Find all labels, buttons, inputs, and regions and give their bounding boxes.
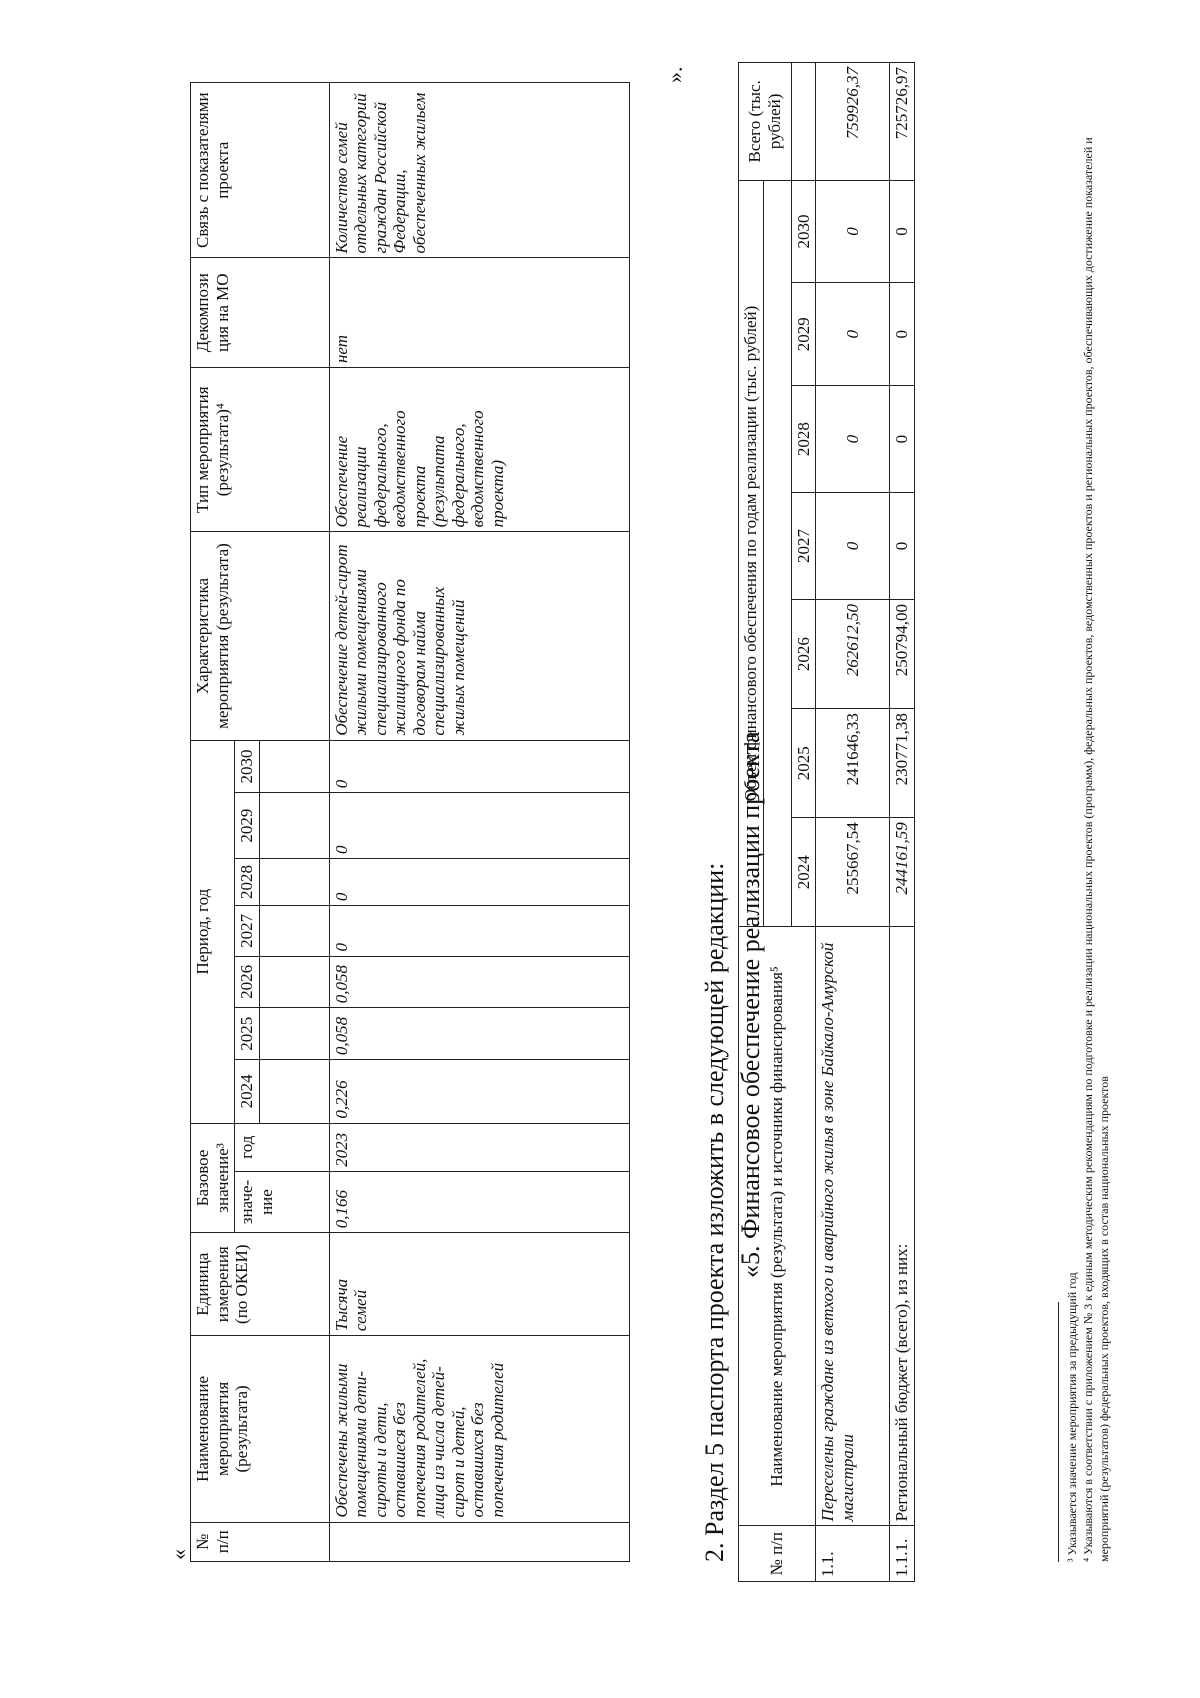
header-year: 2024 bbox=[791, 818, 816, 927]
row-value: 0 bbox=[329, 740, 629, 793]
header-period: Период, год bbox=[191, 740, 235, 1123]
row-base-year: 2023 bbox=[329, 1123, 629, 1171]
footnote: ³ Указывается значение мероприятия за предыдущий год bbox=[1065, 1272, 1079, 1562]
header-base-year: год bbox=[235, 1123, 330, 1171]
opening-quote: « bbox=[166, 1549, 191, 1560]
closing-quote: ». bbox=[662, 66, 687, 83]
row-num: 1.1. bbox=[816, 1526, 890, 1582]
header-year: 2027 bbox=[235, 906, 260, 956]
row-value: 0,058 bbox=[329, 1008, 629, 1060]
header-year: 2026 bbox=[791, 600, 816, 709]
row-value: 262612,50 bbox=[816, 600, 890, 709]
header-volume: Объем финансового обеспечения по годам реализации (тыс. рублей) bbox=[739, 180, 764, 927]
header-year: 2028 bbox=[791, 386, 816, 493]
table-row bbox=[329, 83, 629, 1562]
row-type: Обеспечение реализации федерального, ведомственного проекта (результата федерального, ведомственного проекта) bbox=[329, 368, 629, 532]
header-year: 2027 bbox=[791, 493, 816, 600]
header-year: 2029 bbox=[235, 793, 260, 859]
header-type: Тип мероприятия (результата)⁴ bbox=[191, 368, 330, 532]
row-decomposition: нет bbox=[329, 258, 629, 368]
row-total: 725726,97 bbox=[890, 63, 915, 181]
header-year: 2026 bbox=[235, 956, 260, 1008]
row-value: 0 bbox=[890, 386, 915, 493]
row-value: 0,226 bbox=[329, 1060, 629, 1124]
header-link: Связь с показателями проекта bbox=[191, 83, 330, 258]
row-link: Количество семей отдельных категорий граждан Российской Федерации, обеспеченных жильем bbox=[329, 83, 629, 258]
row-num bbox=[329, 1522, 629, 1561]
row-name: Обеспечены жилыми помещениями дети-сироты и дети, оставшиеся без попечения родителей, лица из числа детей-сирот и детей, оставшихся без попечения родителей bbox=[329, 1336, 629, 1522]
header-year: 2028 bbox=[235, 858, 260, 905]
row-value: 0 bbox=[890, 283, 915, 386]
header-year: 2030 bbox=[791, 180, 816, 283]
header-unit: Единица измерения (по ОКЕИ) bbox=[191, 1233, 330, 1336]
financing-table bbox=[738, 62, 915, 1582]
header-base-value: значе-ние bbox=[235, 1171, 330, 1232]
row-value: 0,058 bbox=[329, 956, 629, 1008]
row-value: 0 bbox=[816, 386, 890, 493]
results-table bbox=[190, 82, 630, 1562]
header-num: № п/п bbox=[191, 1522, 330, 1561]
footnote-divider bbox=[1058, 1302, 1059, 1562]
section-title: «5. Финансовое обеспечение реализации проекта bbox=[736, 731, 765, 1278]
row-value: 0 bbox=[329, 858, 629, 905]
header-characteristic: Характеристика мероприятия (результата) bbox=[191, 532, 330, 740]
header-year: 2029 bbox=[791, 283, 816, 386]
row-value: 0 bbox=[816, 180, 890, 283]
row-num: 1.1.1. bbox=[890, 1526, 915, 1582]
row-value: 255667,54 bbox=[816, 818, 890, 927]
row-value: 0 bbox=[329, 906, 629, 956]
header-total: Всего (тыс. рублей) bbox=[739, 63, 792, 181]
footnotes bbox=[1064, 82, 1113, 1562]
header-name: Наименование мероприятия (результата) и источники финансирования⁵ bbox=[739, 927, 816, 1526]
footnote: ⁴ Указываются в соответствии с приложением № 3 к единым методическим рекомендациям по подготовке и реализации национальных проектов (программ), федеральных проектов, ведомственных проектов и региональных проектов, обеспечивающих достижение показателей и мероприятий (результатов) федеральных проектов, входящих в состав национальных проектов bbox=[1081, 137, 1112, 1562]
header-decomposition: Декомпози ция на МО bbox=[191, 258, 330, 368]
row-name: Региональный бюджет (всего), из них: bbox=[890, 927, 915, 1526]
row-base-value: 0,166 bbox=[329, 1171, 629, 1232]
header-year: 2025 bbox=[235, 1008, 260, 1060]
row-value: 0 bbox=[890, 180, 915, 283]
row-name: Переселены граждане из ветхого и аварийного жилья в зоне Байкало-Амурской магистрали bbox=[816, 927, 890, 1526]
header-year: 2024 bbox=[235, 1060, 260, 1124]
row-value: 241646,33 bbox=[816, 709, 890, 818]
row-unit: Тысяча семей bbox=[329, 1233, 629, 1336]
header-base: Базовое значение³ bbox=[191, 1123, 235, 1233]
row-value: 0 bbox=[890, 493, 915, 600]
row-value: 0 bbox=[329, 793, 629, 859]
row-value: 250794,00 bbox=[890, 600, 915, 709]
row-value: 0 bbox=[816, 283, 890, 386]
header-num: № п/п bbox=[739, 1526, 816, 1582]
row-characteristic: Обеспечение детей-сирот жилыми помещениями специализированного жилищного фонда по договорам найма специализированных жилых помещений bbox=[329, 532, 629, 740]
table-row bbox=[816, 63, 890, 1582]
header-year: 2030 bbox=[235, 740, 260, 793]
table-row bbox=[890, 63, 915, 1582]
row-value: 244161,59 bbox=[890, 818, 915, 927]
row-total: 759926,37 bbox=[816, 63, 890, 181]
header-name: Наименование мероприятия (результата) bbox=[191, 1336, 330, 1522]
row-value: 230771,38 bbox=[890, 709, 915, 818]
row-value: 0 bbox=[816, 493, 890, 600]
section-instruction: 2. Раздел 5 паспорта проекта изложить в следующей редакции: bbox=[700, 862, 729, 1562]
header-year: 2025 bbox=[791, 709, 816, 818]
